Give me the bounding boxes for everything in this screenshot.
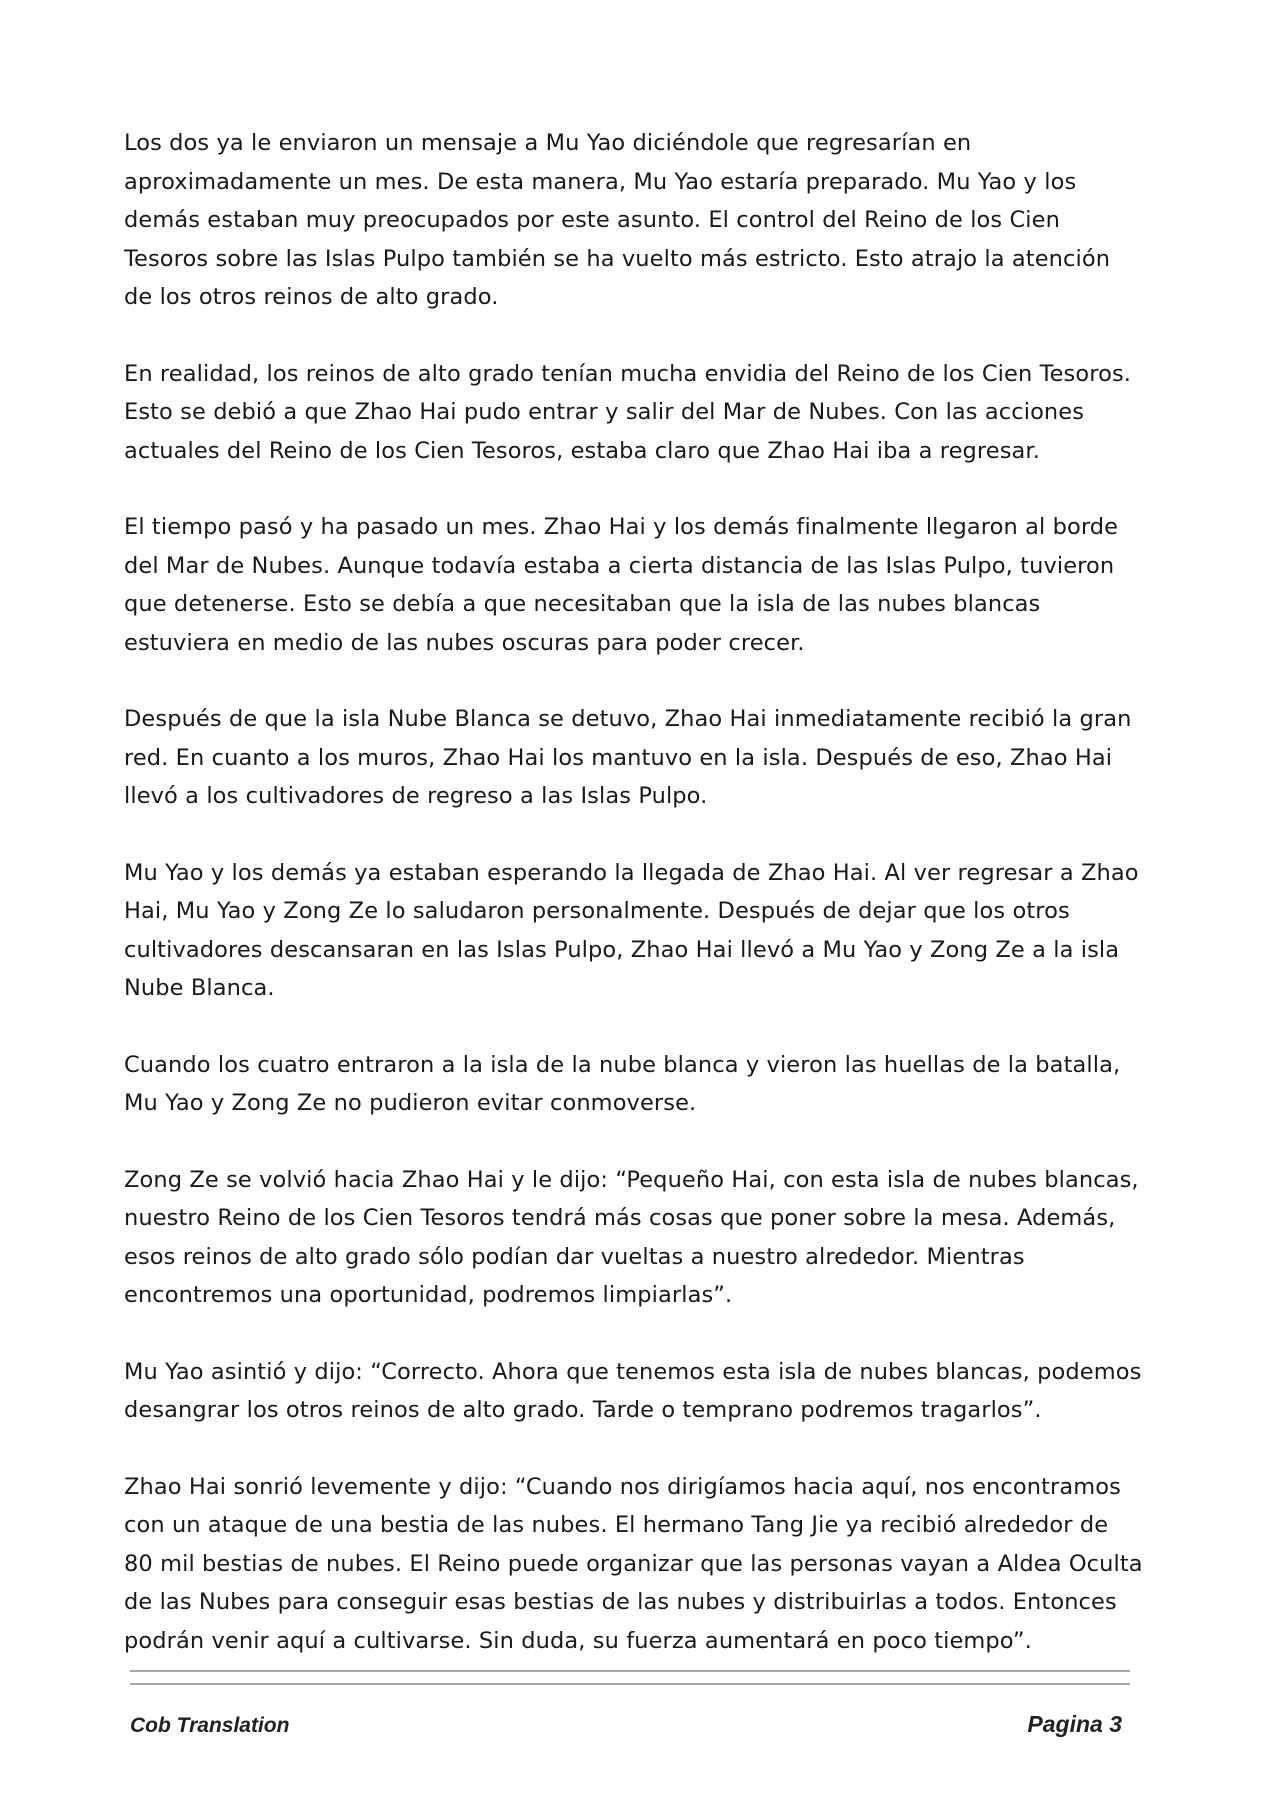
footer-page-number: Pagina 3 [1027, 1711, 1122, 1737]
footer-divider [130, 1670, 1130, 1685]
paragraph: El tiempo pasó y ha pasado un mes. Zhao Hai y los demás finalmente llegaron al borde del Mar de Nubes. Aunque todavía estaba a cierta distancia de las Islas Pulpo, tuvieron que detenerse. Esto se debía a que necesitaban que la isla de las nubes blancas estuviera en medio de las nubes oscuras para poder crecer. [124, 514, 1119, 656]
paragraph: Mu Yao y los demás ya estaban esperando la llegada de Zhao Hai. Al ver regresar a Zhao Hai, Mu Yao y Zong Ze lo saludaron personalmente. Después de dejar que los otros cultivadores descansaran en las Islas Pulpo, Zhao Hai llevó a Mu Yao y Zong Ze a la isla Nube Blanca. [124, 859, 1139, 1001]
footer-rule-top [130, 1670, 1130, 1672]
paragraph: En realidad, los reinos de alto grado tenían mucha envidia del Reino de los Cien Tesoros. Esto se debió a que Zhao Hai pudo entrar y salir del Mar de Nubes. Con las acciones actuales del Reino de los Cien Tesoros, estaba claro que Zhao Hai iba a regresar. [124, 360, 1132, 464]
body-text [124, 124, 1144, 1698]
paragraph: Después de que la isla Nube Blanca se detuvo, Zhao Hai inmediatamente recibió la gran red. En cuanto a los muros, Zhao Hai los mantuvo en la isla. Después de eso, Zhao Hai llevó a los cultivadores de regreso a las Islas Pulpo. [124, 706, 1132, 809]
paragraph: Zong Ze se volvió hacia Zhao Hai y le dijo: “Pequeño Hai, con esta isla de nubes blancas, nuestro Reino de los Cien Tesoros tendrá más cosas que poner sobre la mesa. Además, esos reinos de alto grado sólo podían dar vueltas a nuestro alrededor. Mientras encontremos una oportunidad, podremos limpiarlas”. [124, 1166, 1139, 1308]
page-footer [130, 1711, 1122, 1738]
paragraph: Cuando los cuatro entraron a la isla de la nube blanca y vieron las huellas de la batalla, Mu Yao y Zong Ze no pudieron evitar conmoverse. [124, 1051, 1121, 1116]
paragraph: Zhao Hai sonrió levemente y dijo: “Cuando nos dirigíamos hacia aquí, nos encontramos con un ataque de una bestia de las nubes. El hermano Tang Jie ya recibió alrededor de 80 mil bestias de nubes. El Reino puede organizar que las personas vayan a Aldea Oculta de las Nubes para conseguir esas bestias de las nubes y distribuirlas a todos. Entonces podrán venir aquí a cultivarse. Sin duda, su fuerza aumentará en poco tiempo”. [124, 1473, 1143, 1654]
footer-translator-credit: Cob Translation [130, 1714, 290, 1737]
paragraph: Mu Yao asintió y dijo: “Correcto. Ahora que tenemos esta isla de nubes blancas, podemos desangrar los otros reinos de alto grado. Tarde o temprano podremos tragarlos”. [124, 1358, 1142, 1423]
footer-rule-bottom [130, 1683, 1130, 1685]
paragraph: Los dos ya le enviaron un mensaje a Mu Yao diciéndole que regresarían en aproximadamente un mes. De esta manera, Mu Yao estaría preparado. Mu Yao y los demás estaban muy preocupados por este asunto. El control del Reino de los Cien Tesoros sobre las Islas Pulpo también se ha vuelto más estricto. Esto atrajo la atención de los otros reinos de alto grado. [124, 130, 1111, 310]
